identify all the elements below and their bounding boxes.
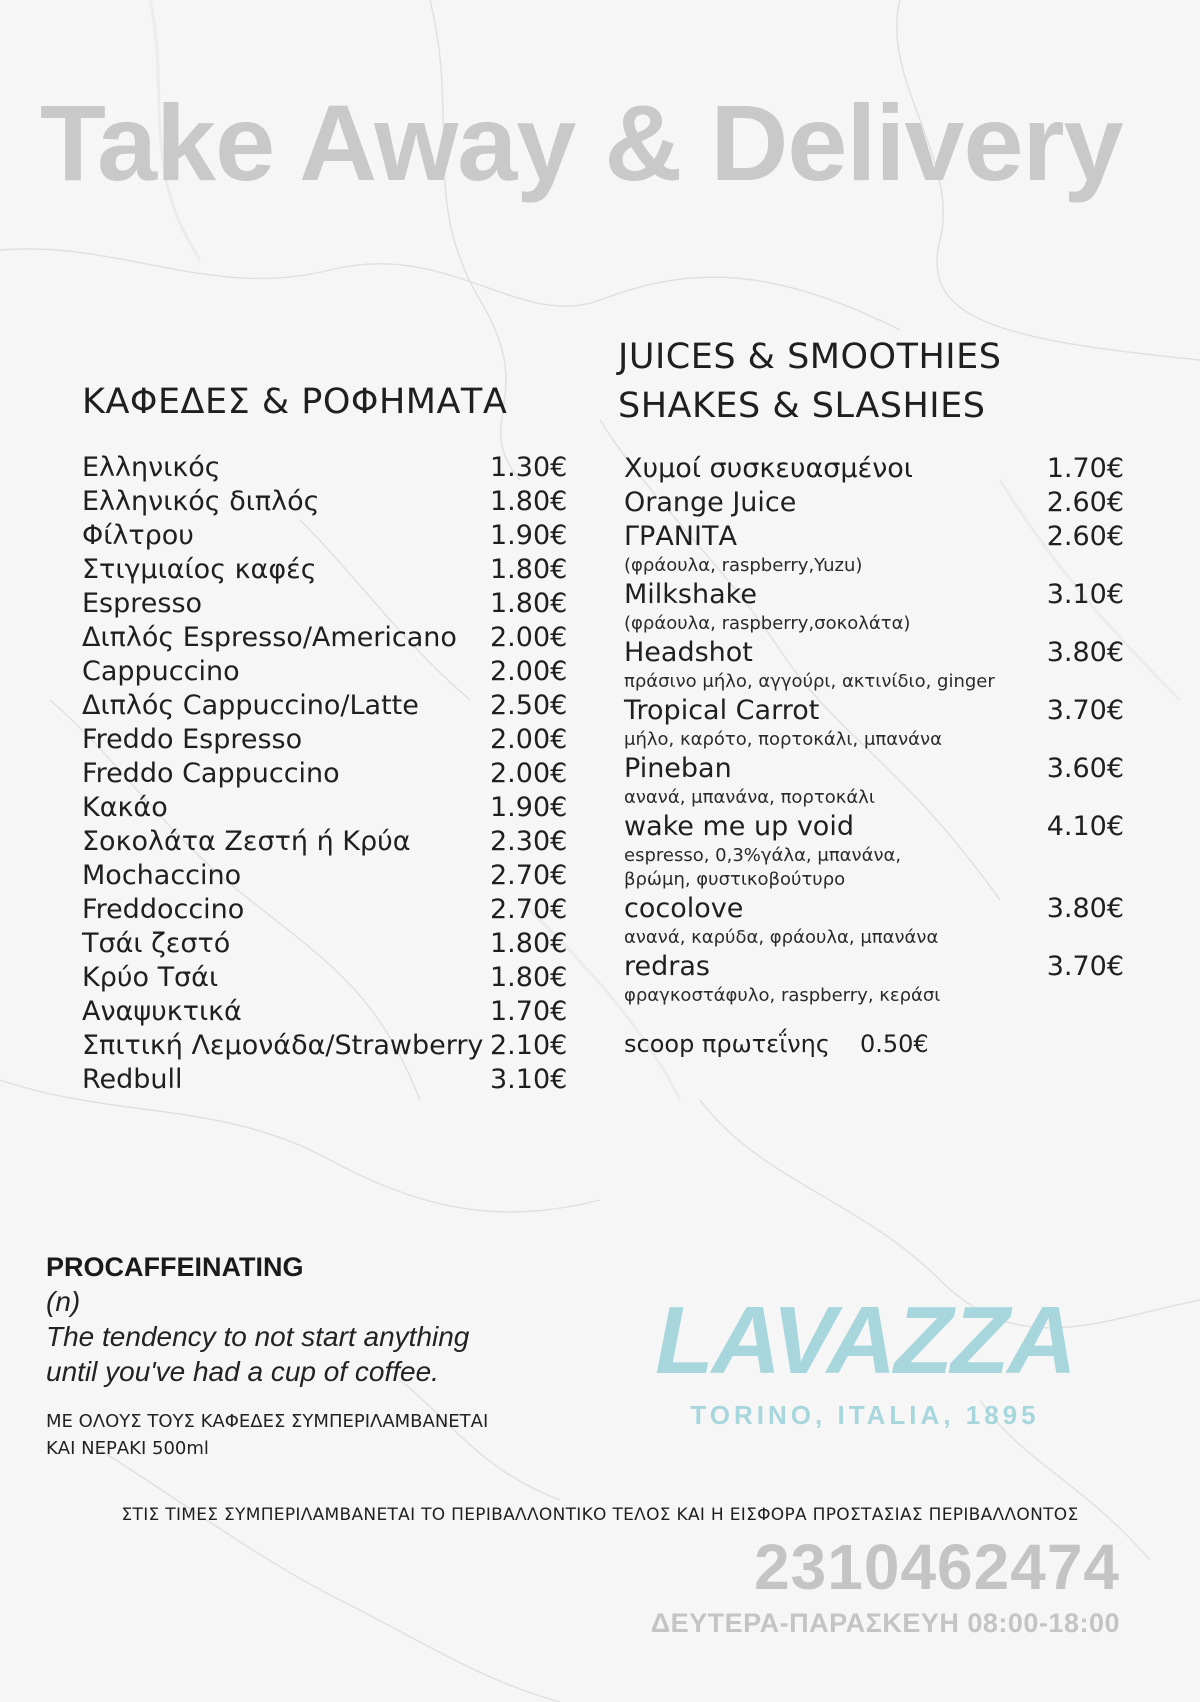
coffee-item — [82, 1063, 572, 1097]
juice-item-name: ΓΡΑΝΙΤΑ — [624, 521, 737, 552]
coffee-item-price: 2.70€ — [490, 894, 568, 925]
coffee-price-list — [82, 451, 572, 1097]
coffee-item-name: Espresso — [82, 588, 203, 619]
coffee-item-name: Redbull — [82, 1064, 183, 1095]
coffee-item — [82, 553, 572, 587]
juice-item — [624, 950, 1124, 1008]
coffee-item-name: Σπιτική Λεμονάδα/Strawberry — [82, 1030, 484, 1061]
juice-price-list — [624, 452, 1124, 1008]
juice-item-name: Headshot — [624, 637, 753, 668]
water-note-line1: ΜΕ ΟΛΟΥΣ ΤΟΥΣ ΚΑΦΕΔΕΣ ΣΥΜΠΕΡΙΛΑΜΒΑΝΕΤΑΙ — [46, 1411, 489, 1432]
juice-item-price: 2.60€ — [1046, 521, 1124, 552]
juice-item — [624, 694, 1124, 752]
quote-definition-line2: until you've had a cup of coffee. — [46, 1356, 439, 1387]
quote-part-of-speech: (n) — [46, 1286, 81, 1317]
coffee-item — [82, 859, 572, 893]
coffee-item-price: 1.70€ — [490, 996, 568, 1027]
juice-item — [624, 578, 1124, 636]
coffee-section-heading: ΚΑΦΕΔΕΣ & ΡΟΦΗΜΑΤΑ — [82, 382, 508, 422]
juices-section-heading — [618, 333, 1001, 431]
procaffeinating-quote — [46, 1250, 606, 1389]
juice-item-description: (φράουλα, raspberry,Yuzu) — [624, 555, 863, 576]
coffee-item-price: 1.30€ — [490, 452, 568, 483]
juice-item-price: 4.10€ — [1046, 811, 1124, 842]
coffee-item-price: 2.00€ — [490, 724, 568, 755]
coffee-item-name: Ελληνικός — [82, 452, 221, 483]
coffee-item-name: Στιγμιαίος καφές — [82, 554, 317, 585]
coffee-item-price: 2.70€ — [490, 860, 568, 891]
coffee-item-price: 1.90€ — [490, 792, 568, 823]
juices-heading-line1: JUICES & SMOOTHIES — [618, 337, 1002, 377]
juice-item — [624, 810, 1124, 892]
coffee-item-name: Κρύο Τσάι — [82, 962, 219, 993]
coffee-item-name: Σοκολάτα Ζεστή ή Κρύα — [82, 826, 411, 857]
coffee-item — [82, 791, 572, 825]
coffee-item-price: 2.00€ — [490, 758, 568, 789]
coffee-item — [82, 825, 572, 859]
juice-item-price: 2.60€ — [1046, 487, 1124, 518]
coffee-item-name: Cappuccino — [82, 656, 240, 687]
coffee-item — [82, 1029, 572, 1063]
coffee-item-price: 1.80€ — [490, 928, 568, 959]
coffee-item — [82, 893, 572, 927]
quote-definition-line1: The tendency to not start anything — [46, 1321, 470, 1352]
juice-item-name: Pineban — [624, 753, 732, 784]
coffee-item-name: Freddoccino — [82, 894, 245, 925]
coffee-item — [82, 723, 572, 757]
coffee-item-name: Ελληνικός διπλός — [82, 486, 320, 517]
coffee-item-price: 1.80€ — [490, 554, 568, 585]
coffee-item — [82, 689, 572, 723]
coffee-item-name: Αναψυκτικά — [82, 996, 242, 1027]
juice-item-description: ανανά, καρύδα, φράουλα, μπανάνα — [624, 927, 939, 948]
juice-item-description: (φράουλα, raspberry,σοκολάτα) — [624, 613, 911, 634]
coffee-item — [82, 451, 572, 485]
coffee-item-price: 2.30€ — [490, 826, 568, 857]
coffee-item — [82, 587, 572, 621]
juice-item-price: 3.80€ — [1046, 893, 1124, 924]
juice-item-name: Tropical Carrot — [624, 695, 820, 726]
juices-heading-line2: SHAKES & SLASHIES — [618, 386, 986, 426]
juice-item-description: φραγκοστάφυλο, raspberry, κεράσι — [624, 985, 941, 1006]
juice-item-name: redras — [624, 951, 710, 982]
phone-number: 2310462474 — [754, 1531, 1120, 1603]
environmental-fee-note: ΣΤΙΣ ΤΙΜΕΣ ΣΥΜΠΕΡΙΛΑΜΒΑΝΕΤΑΙ ΤΟ ΠΕΡΙΒΑΛΛΟΝΤΙΚΟ ΤΕΛΟΣ ΚΑΙ Η ΕΙΣΦΟΡΑ ΠΡΟΣΤΑΣΙΑΣ ΠΕΡΙΒΑΛΛΟΝΤΟΣ — [121, 1505, 1079, 1525]
lavazza-logo — [640, 1250, 1090, 1450]
coffee-item — [82, 927, 572, 961]
coffee-item-price: 2.10€ — [490, 1030, 568, 1061]
coffee-item — [82, 485, 572, 519]
coffee-item-price: 1.80€ — [490, 962, 568, 993]
coffee-item-name: Τσάι ζεστό — [82, 928, 231, 959]
coffee-item — [82, 621, 572, 655]
juice-item — [624, 752, 1124, 810]
juice-item-price: 3.60€ — [1046, 753, 1124, 784]
juice-item-price: 1.70€ — [1046, 453, 1124, 484]
juice-item — [624, 452, 1124, 486]
coffee-item-name: Freddo Cappuccino — [82, 758, 340, 789]
coffee-item-name: Φίλτρου — [82, 520, 194, 551]
opening-hours: ΔΕΥΤΕΡΑ-ΠΑΡΑΣΚΕΥΗ 08:00-18:00 — [650, 1608, 1120, 1638]
logo-wordmark: LAVAZZA — [655, 1287, 1075, 1394]
juice-item-name: wake me up void — [624, 811, 854, 842]
coffee-item-price: 2.00€ — [490, 622, 568, 653]
juice-item-name: Milkshake — [624, 579, 757, 610]
coffee-item — [82, 519, 572, 553]
coffee-item — [82, 961, 572, 995]
juice-item — [624, 486, 1124, 520]
water-note-line2: ΚΑΙ ΝΕΡΑΚΙ 500ml — [46, 1438, 209, 1459]
water-note — [46, 1408, 606, 1462]
juice-item-name: Χυμοί συσκευασμένοι — [624, 453, 913, 484]
page-title: Take Away & Delivery — [40, 82, 1123, 203]
juice-item-description: ανανά, μπανάνα, πορτοκάλι — [624, 787, 875, 808]
juice-item-price: 3.10€ — [1046, 579, 1124, 610]
coffee-item-price: 2.50€ — [490, 690, 568, 721]
juice-item — [624, 892, 1124, 950]
coffee-item-price: 1.80€ — [490, 486, 568, 517]
coffee-item-name: Mochaccino — [82, 860, 242, 891]
juice-item-description: πράσινο μήλο, αγγούρι, ακτινίδιο, ginger — [624, 671, 995, 692]
coffee-item-price: 3.10€ — [490, 1064, 568, 1095]
coffee-item-name: Κακάο — [82, 792, 168, 823]
coffee-item — [82, 655, 572, 689]
coffee-item-price: 2.00€ — [490, 656, 568, 687]
scoop-label: scoop πρωτεΐνης — [624, 1030, 830, 1058]
juice-item-name: Orange Juice — [624, 487, 797, 518]
coffee-item-name: Freddo Espresso — [82, 724, 303, 755]
juice-item-price: 3.70€ — [1046, 951, 1124, 982]
coffee-item — [82, 995, 572, 1029]
juice-item-name: cocolove — [624, 893, 744, 924]
logo-tagline: TORINO, ITALIA, 1895 — [690, 1400, 1040, 1430]
juice-item-price: 3.80€ — [1046, 637, 1124, 668]
juice-item-description: espresso, 0,3%γάλα, μπανάνα, — [624, 845, 902, 866]
coffee-item-price: 1.90€ — [490, 520, 568, 551]
coffee-item-name: Διπλός Espresso/Americano — [82, 622, 457, 653]
scoop-price: 0.50€ — [859, 1030, 929, 1058]
coffee-item-name: Διπλός Cappuccino/Latte — [82, 690, 419, 721]
protein-scoop-addon — [624, 1030, 929, 1058]
quote-word: PROCAFFEINATING — [46, 1252, 304, 1282]
coffee-item — [82, 757, 572, 791]
coffee-item-price: 1.80€ — [490, 588, 568, 619]
juice-item — [624, 636, 1124, 694]
juice-item-description-line2: βρώμη, φυστικοβούτυρο — [624, 869, 846, 890]
juice-item — [624, 520, 1124, 578]
juice-item-description: μήλο, καρότο, πορτοκάλι, μπανάνα — [624, 729, 942, 750]
juice-item-price: 3.70€ — [1046, 695, 1124, 726]
